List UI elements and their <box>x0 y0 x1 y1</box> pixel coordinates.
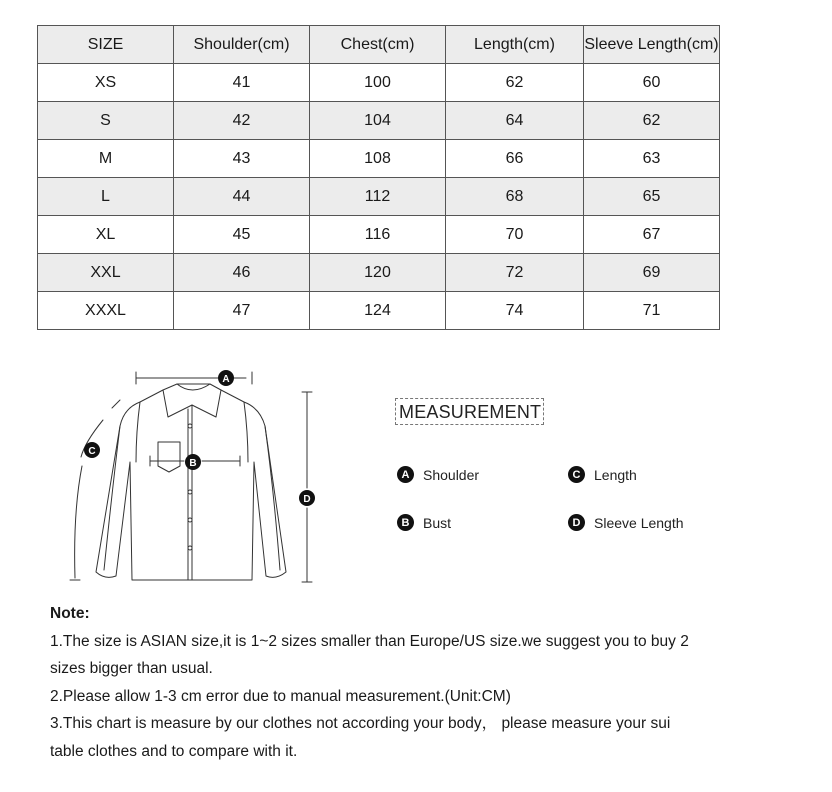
table-row <box>38 102 720 140</box>
marker-d <box>299 490 315 506</box>
table-cell: XXL <box>38 254 174 292</box>
table-row <box>38 64 720 102</box>
note-line: table clothes and to compare with it. <box>50 742 298 760</box>
table-cell: 47 <box>174 292 310 330</box>
table-cell: 68 <box>446 178 584 216</box>
table-cell: 65 <box>584 178 720 216</box>
table-cell: 74 <box>446 292 584 330</box>
marker-b <box>185 454 201 470</box>
legend-label: Sleeve Length <box>594 514 684 531</box>
note-line: 3.This chart is measure by our clothes not according your body， please measure your sui <box>50 715 671 732</box>
table-cell: 112 <box>310 178 446 216</box>
table-cell: 45 <box>174 216 310 254</box>
note-line: 2.Please allow 1-3 cm error due to manual measurement.(Unit:CM) <box>50 687 511 705</box>
table-cell: 42 <box>174 102 310 140</box>
badge-b-icon: B <box>397 514 414 531</box>
svg-text:B: B <box>189 458 197 469</box>
table-cell: 69 <box>584 254 720 292</box>
table-cell: 60 <box>584 64 720 102</box>
table-cell: 43 <box>174 140 310 178</box>
table-cell: 116 <box>310 216 446 254</box>
table-header-row <box>38 26 720 64</box>
legend-label: Length <box>594 466 637 483</box>
table-cell: XS <box>38 64 174 102</box>
header-cell: SIZE <box>38 26 174 64</box>
table-cell: 104 <box>310 102 446 140</box>
svg-text:C: C <box>88 446 96 457</box>
legend-item-length <box>568 466 637 483</box>
table-cell: 67 <box>584 216 720 254</box>
size-chart-table <box>37 25 720 330</box>
header-cell: Chest(cm) <box>310 26 446 64</box>
table-cell: 41 <box>174 64 310 102</box>
table-cell: 66 <box>446 140 584 178</box>
table-cell: 46 <box>174 254 310 292</box>
table-cell: 44 <box>174 178 310 216</box>
table-row <box>38 140 720 178</box>
table-cell: 120 <box>310 254 446 292</box>
table-cell: S <box>38 102 174 140</box>
table-cell: M <box>38 140 174 178</box>
table-row <box>38 292 720 330</box>
badge-a-icon: A <box>397 466 414 483</box>
svg-text:A: A <box>222 374 230 385</box>
legend-label: Bust <box>423 514 452 531</box>
table-row <box>38 254 720 292</box>
table-cell: L <box>38 178 174 216</box>
table-cell: 62 <box>446 64 584 102</box>
table-cell: 64 <box>446 102 584 140</box>
shirt-diagram <box>60 362 330 594</box>
header-cell: Shoulder(cm) <box>174 26 310 64</box>
table-row <box>38 216 720 254</box>
notes-section <box>50 600 730 765</box>
table-cell: 63 <box>584 140 720 178</box>
svg-text:D: D <box>303 494 311 505</box>
badge-c-icon: C <box>568 466 585 483</box>
table-cell: 62 <box>584 102 720 140</box>
notes-title: Note: <box>50 605 90 622</box>
marker-a <box>218 370 234 386</box>
table-cell: 72 <box>446 254 584 292</box>
measurement-title: MEASUREMENT <box>395 398 544 425</box>
table-cell: XL <box>38 216 174 254</box>
note-line: sizes bigger than usual. <box>50 660 213 677</box>
table-cell: 108 <box>310 140 446 178</box>
legend-label: Shoulder <box>423 466 480 483</box>
table-row <box>38 178 720 216</box>
table-cell: 124 <box>310 292 446 330</box>
note-line: 1.The size is ASIAN size,it is 1~2 sizes smaller than Europe/US size.we suggest you to buy 2 <box>50 632 689 650</box>
legend-item-shoulder <box>397 466 479 483</box>
marker-c <box>84 442 100 458</box>
legend-item-sleeve-length <box>568 514 684 531</box>
legend-item-bust <box>397 514 451 531</box>
table-cell: 100 <box>310 64 446 102</box>
table-cell: 70 <box>446 216 584 254</box>
table-cell: XXXL <box>38 292 174 330</box>
header-cell: Sleeve Length(cm) <box>584 26 720 64</box>
badge-d-icon: D <box>568 514 585 531</box>
header-cell: Length(cm) <box>446 26 584 64</box>
table-cell: 71 <box>584 292 720 330</box>
